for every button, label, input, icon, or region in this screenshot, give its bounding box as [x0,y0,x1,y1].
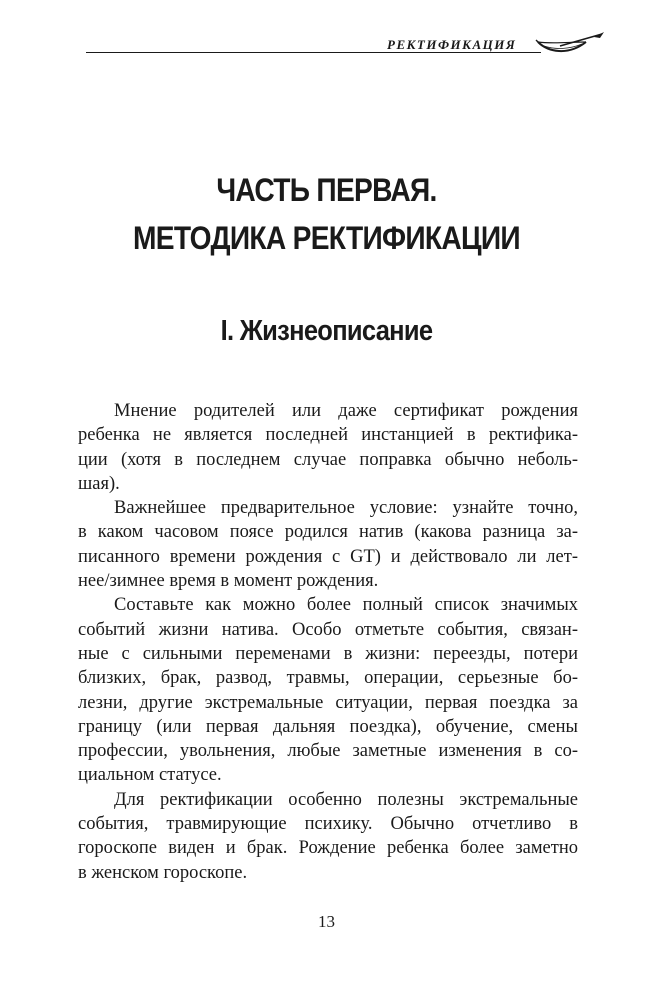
paragraph-1 [78,399,578,496]
text-line: шая). [78,473,120,494]
running-header [86,38,606,68]
text-line: в женском гороскопе. [78,862,248,883]
text-line: Важнейшее предварительное условие: узнайте точно, [114,498,578,519]
body-text [78,399,578,885]
text-line: лезни, другие экстремальные ситуации, первая поездка за [78,692,578,713]
running-header-title: РЕКТИФИКАЦИЯ [387,37,517,52]
text-line: писанного времени рождения с GT) и действовало ли лет- [78,546,578,567]
part-title-line-2: МЕТОДИКА РЕКТИФИКАЦИИ [133,220,520,256]
text-line: циальном статусе. [78,765,222,786]
paragraph-3 [78,593,578,787]
text-line: границу (или первая дальняя поездка), обучение, смены [78,716,578,737]
quill-pen-icon [534,30,606,60]
text-line: профессии, увольнения, любые заметные изменения в со- [78,741,578,762]
paragraph-4 [78,788,578,885]
text-line: ные с сильными переменами в жизни: переезды, потери [78,643,578,664]
text-line: ции (хотя в последнем случае поправка обычно неболь- [78,449,578,470]
text-line: ребенка не является последней инстанцией в ректифика- [78,425,578,446]
text-line: нее/зимнее время в момент рождения. [78,571,379,592]
chapter-title: I. Жизнеописание [220,315,433,347]
text-line: события, травмирующие психику. Обычно отчетливо в [78,814,578,835]
text-line: событий жизни натива. Особо отметьте события, связан- [78,619,578,640]
text-line: Составьте как можно более полный список значимых [114,595,578,616]
text-line: близких, брак, развод, травмы, операции, серьезные бо- [78,668,578,689]
text-line: Мнение родителей или даже сертификат рождения [114,401,578,421]
text-line: в каком часовом поясе родился натив (какова разница за- [78,522,578,543]
paragraph-2 [78,496,578,593]
text-line: гороскопе виден и брак. Рождение ребенка более заметно [78,838,578,859]
text-line: Для ректификации особенно полезны экстремальные [114,789,578,810]
part-title-line-1: ЧАСТЬ ПЕРВАЯ. [216,172,437,208]
page-number: 13 [318,912,335,931]
